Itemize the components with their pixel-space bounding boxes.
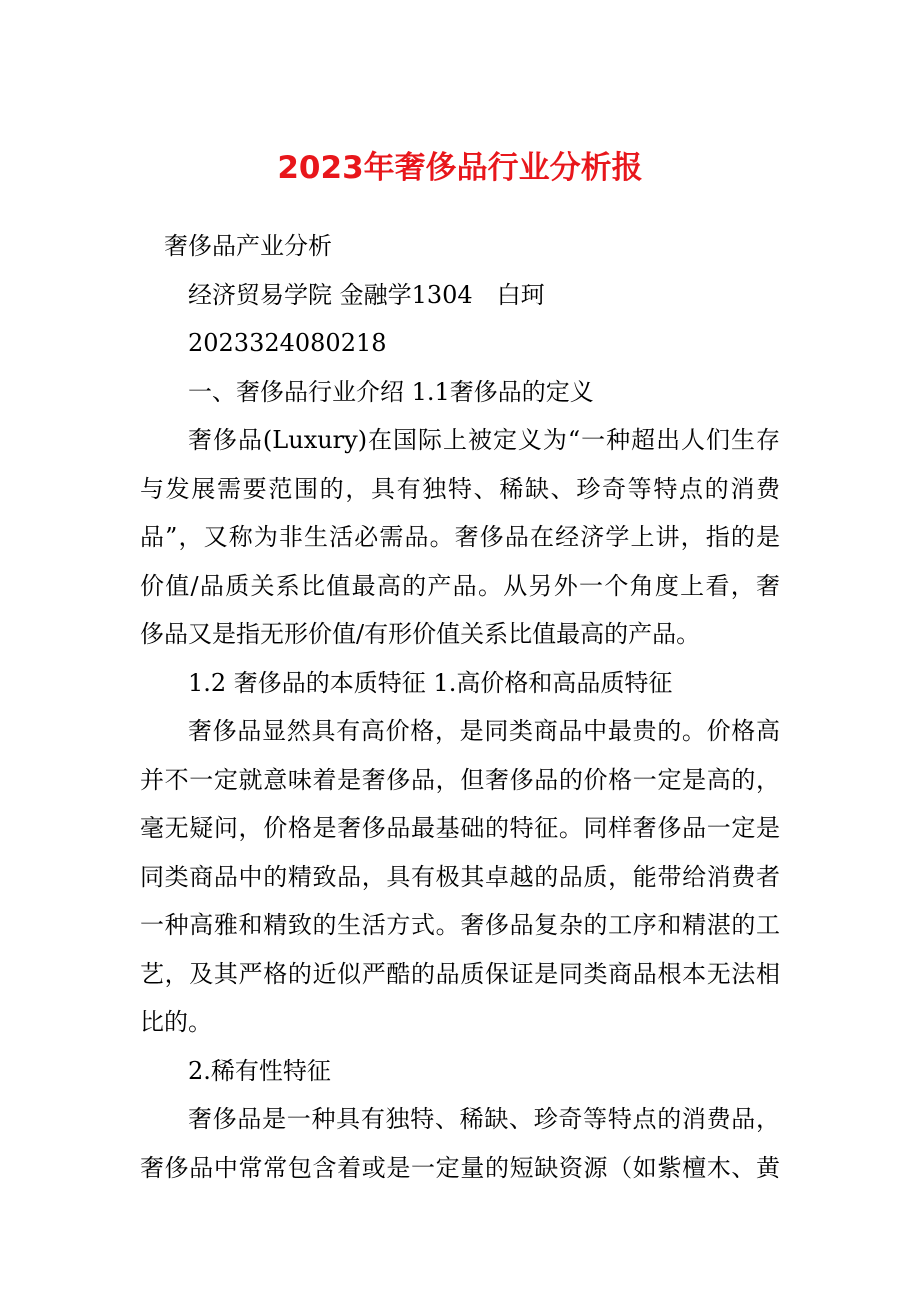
subtitle-line: 奢侈品产业分析	[164, 232, 332, 260]
document-body	[140, 222, 780, 1192]
paragraph-line: 奢侈品是一种具有独特、稀缺、珍奇等特点的消费品，	[188, 1105, 780, 1133]
paragraph-line: 侈品又是指无形价值/有形价值关系比值最高的产品。	[140, 620, 701, 648]
student-id-line: 2023324080218	[188, 329, 387, 357]
paragraph-line: 奢侈品中常常包含着或是一定量的短缺资源（如紫檀木、黄	[140, 1153, 780, 1182]
author-line: 经济贸易学院 金融学1304 白珂	[188, 280, 545, 309]
paragraph-line: 奢侈品显然具有高价格，是同类商品中最贵的。价格高	[188, 717, 780, 745]
section-heading-line: 2.稀有性特征	[188, 1056, 331, 1085]
paragraph-line: 价值/品质关系比值最高的产品。从另外一个角度上看，奢	[140, 571, 780, 600]
section-heading-line: 一、奢侈品行业介绍 1.1奢侈品的定义	[188, 377, 594, 406]
paragraph-line: 品”，又称为非生活必需品。奢侈品在经济学上讲，指的是	[140, 523, 780, 551]
document-title: 2023年奢侈品行业分析报	[277, 150, 643, 186]
paragraph-line: 比的。	[140, 1008, 212, 1036]
section-heading-line: 1.2 奢侈品的本质特征 1.高价格和高品质特征	[188, 668, 673, 697]
paragraph-line: 奢侈品(Luxury)在国际上被定义为“一种超出人们生存	[188, 426, 780, 454]
paragraph-line: 与发展需要范围的，具有独特、稀缺、珍奇等特点的消费	[140, 474, 780, 503]
paragraph-line: 一种高雅和精致的生活方式。奢侈品复杂的工序和精湛的工	[140, 911, 780, 939]
paragraph-line: 同类商品中的精致品，具有极其卓越的品质，能带给消费者	[140, 862, 780, 891]
paragraph-line: 并不一定就意味着是奢侈品，但奢侈品的价格一定是高的，	[140, 765, 780, 794]
paragraph-line: 艺，及其严格的近似严酷的品质保证是同类商品根本无法相	[140, 959, 780, 988]
paragraph-line: 毫无疑问，价格是奢侈品最基础的特征。同样奢侈品一定是	[140, 814, 780, 842]
